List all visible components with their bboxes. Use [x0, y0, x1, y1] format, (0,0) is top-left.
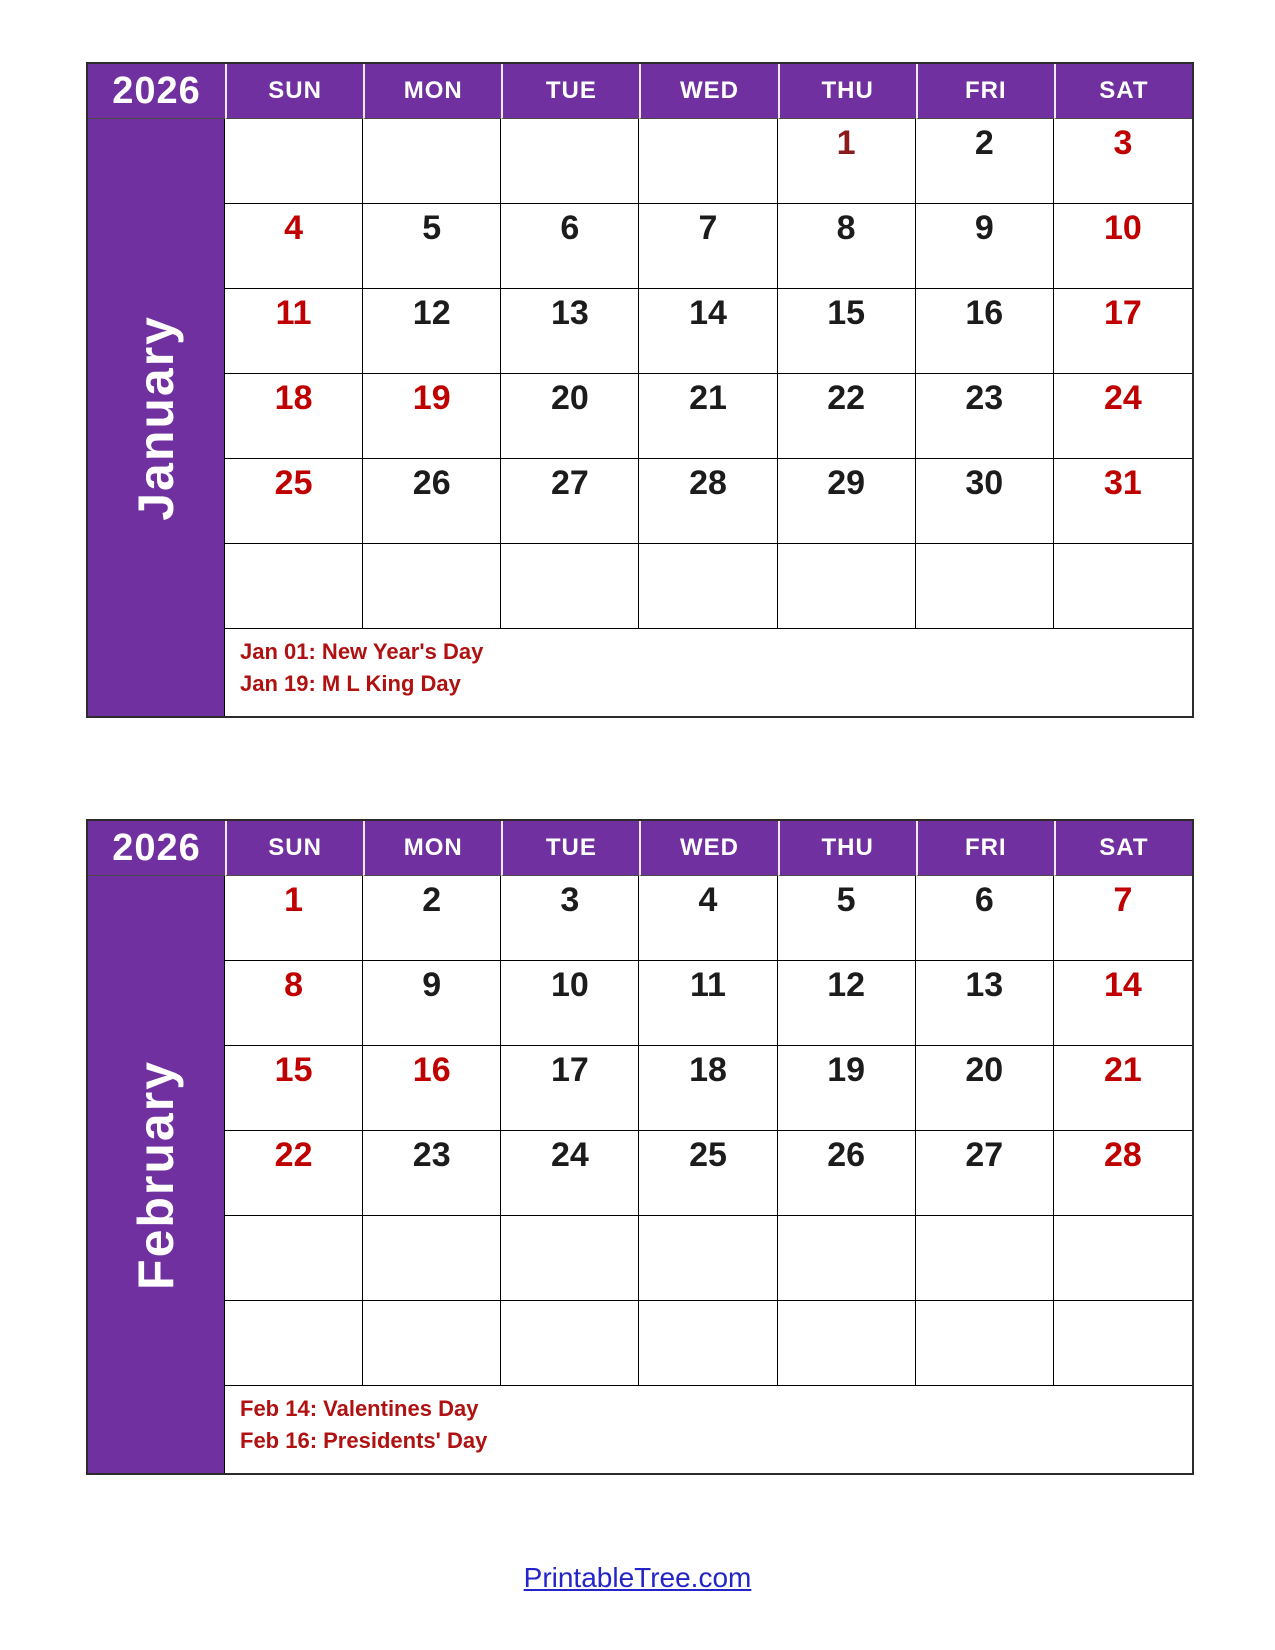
day-cell: 24 [501, 1131, 639, 1216]
day-cell [916, 1216, 1054, 1301]
day-cell: 18 [225, 374, 363, 459]
day-cell: 12 [363, 289, 501, 374]
day-cell [501, 1216, 639, 1301]
day-cell: 8 [778, 204, 916, 289]
month-sidebar [88, 119, 225, 716]
day-header-fri: FRI [916, 821, 1054, 876]
day-cell: 27 [501, 459, 639, 544]
day-header-mon: MON [363, 821, 501, 876]
day-cell [363, 544, 501, 629]
day-cell: 14 [1054, 961, 1192, 1046]
day-header-tue: TUE [501, 821, 639, 876]
footer [0, 1562, 1275, 1594]
day-cell: 26 [778, 1131, 916, 1216]
day-header-thu: THU [778, 821, 916, 876]
day-cell: 5 [363, 204, 501, 289]
day-cell: 25 [639, 1131, 777, 1216]
day-cell: 3 [1054, 119, 1192, 204]
day-header-sat: SAT [1054, 64, 1192, 119]
day-cell [916, 544, 1054, 629]
day-cell [363, 1301, 501, 1386]
day-cell: 31 [1054, 459, 1192, 544]
day-cell [1054, 544, 1192, 629]
day-cell [778, 1301, 916, 1386]
day-cell: 22 [225, 1131, 363, 1216]
day-header-sun: SUN [225, 64, 363, 119]
day-cell [225, 1216, 363, 1301]
holiday-note: Feb 16: Presidents' Day [240, 1427, 488, 1453]
day-cell [501, 544, 639, 629]
year-label: 2026 [88, 821, 225, 876]
day-cell: 28 [639, 459, 777, 544]
day-header-wed: WED [639, 821, 777, 876]
day-header-fri: FRI [916, 64, 1054, 119]
day-cell [639, 1301, 777, 1386]
holiday-note: Jan 01: New Year's Day [240, 639, 484, 664]
day-cell: 7 [639, 204, 777, 289]
day-cell: 18 [639, 1046, 777, 1131]
day-cell: 4 [639, 876, 777, 961]
holiday-notes-area [225, 1386, 1192, 1473]
day-cell: 8 [225, 961, 363, 1046]
day-header-mon: MON [363, 64, 501, 119]
day-header-sat: SAT [1054, 821, 1192, 876]
holiday-note: Feb 14: Valentines Day [240, 1396, 479, 1421]
day-cell [363, 119, 501, 204]
month-name-label: February [128, 1059, 184, 1290]
holiday-note: Jan 19: M L King Day [240, 670, 461, 696]
day-cell: 23 [363, 1131, 501, 1216]
day-cell: 17 [501, 1046, 639, 1131]
day-cell [916, 1301, 1054, 1386]
day-cell: 15 [778, 289, 916, 374]
day-cell: 21 [639, 374, 777, 459]
day-cell: 16 [363, 1046, 501, 1131]
day-cell: 13 [916, 961, 1054, 1046]
day-cell: 1 [778, 119, 916, 204]
day-cell: 24 [1054, 374, 1192, 459]
day-cell: 13 [501, 289, 639, 374]
day-cell: 4 [225, 204, 363, 289]
day-cell: 25 [225, 459, 363, 544]
day-cell [1054, 1216, 1192, 1301]
calendar-month-january [86, 62, 1194, 718]
day-cell: 9 [916, 204, 1054, 289]
day-cell: 6 [501, 204, 639, 289]
month-sidebar [88, 876, 225, 1473]
day-cell: 11 [639, 961, 777, 1046]
day-cell: 16 [916, 289, 1054, 374]
day-cell: 30 [916, 459, 1054, 544]
day-cell [1054, 1301, 1192, 1386]
day-cell: 21 [1054, 1046, 1192, 1131]
day-cell: 19 [363, 374, 501, 459]
day-header-wed: WED [639, 64, 777, 119]
day-cell [225, 544, 363, 629]
day-cell [639, 119, 777, 204]
day-cell [501, 1301, 639, 1386]
day-cell: 23 [916, 374, 1054, 459]
day-cell: 29 [778, 459, 916, 544]
day-cell: 12 [778, 961, 916, 1046]
day-cell [225, 119, 363, 204]
day-header-tue: TUE [501, 64, 639, 119]
day-cell: 27 [916, 1131, 1054, 1216]
day-cell: 1 [225, 876, 363, 961]
day-cell: 20 [916, 1046, 1054, 1131]
calendar-month-february [86, 819, 1194, 1475]
day-header-thu: THU [778, 64, 916, 119]
day-cell: 5 [778, 876, 916, 961]
day-cell [501, 119, 639, 204]
day-cell: 26 [363, 459, 501, 544]
footer-link[interactable]: PrintableTree.com [523, 1562, 752, 1593]
day-cell: 11 [225, 289, 363, 374]
day-cell: 2 [363, 876, 501, 961]
day-cell: 10 [501, 961, 639, 1046]
day-cell: 10 [1054, 204, 1192, 289]
day-cell: 22 [778, 374, 916, 459]
day-cell: 17 [1054, 289, 1192, 374]
day-cell: 15 [225, 1046, 363, 1131]
day-cell: 14 [639, 289, 777, 374]
day-cell: 28 [1054, 1131, 1192, 1216]
day-cell: 6 [916, 876, 1054, 961]
day-cell [225, 1301, 363, 1386]
day-cell: 3 [501, 876, 639, 961]
day-cell [639, 544, 777, 629]
day-header-sun: SUN [225, 821, 363, 876]
day-cell [363, 1216, 501, 1301]
day-cell: 2 [916, 119, 1054, 204]
day-cell [778, 544, 916, 629]
day-cell: 20 [501, 374, 639, 459]
month-name-label: January [128, 314, 184, 521]
year-label: 2026 [88, 64, 225, 119]
day-cell: 9 [363, 961, 501, 1046]
day-cell [639, 1216, 777, 1301]
day-cell [778, 1216, 916, 1301]
day-cell: 19 [778, 1046, 916, 1131]
day-cell: 7 [1054, 876, 1192, 961]
holiday-notes-area [225, 629, 1192, 716]
